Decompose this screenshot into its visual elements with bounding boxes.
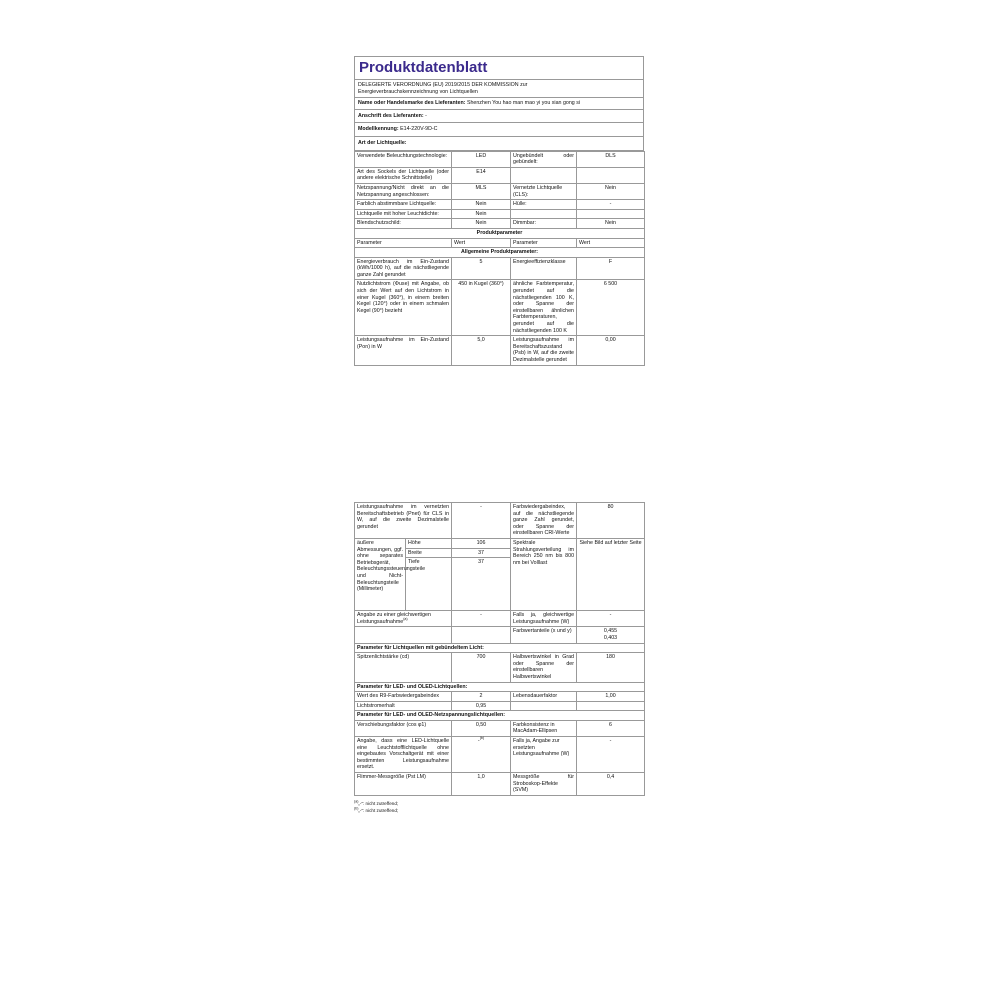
param-label: Spitzenlichtstärke (cd) [355,653,452,682]
param-label: Art des Sockels der Lichtquelle (oder andere elektrische Schnittstelle) [355,167,452,183]
table-row [355,653,645,682]
param-label: Lebensdauerfaktor [511,692,577,702]
param-value: 0,50 [452,720,511,736]
param-value: F [577,257,645,280]
chroma-y: 0,403 [603,634,618,641]
param-label: Netzspannung/Nicht direkt an die Netzspannung angeschlossen: [355,183,452,199]
column-header: Parameter [511,238,577,248]
footnote-mark: (a) [354,799,359,804]
param-value: Nein [452,209,511,219]
dimension-name: Höhe [406,538,452,548]
param-value [577,627,645,643]
param-label: Farbkonsistenz in MacAdam-Ellipsen [511,720,577,736]
param-value: 700 [452,653,511,682]
param-value: Siehe Bild auf letzter Seite [577,538,645,610]
param-value [577,701,645,711]
param-value: LED [452,151,511,167]
datasheet-page-2 [354,502,644,814]
param-value: - [577,611,645,627]
table-row [355,692,645,702]
footnote-text: „-“: nicht zutreffend; [358,800,399,806]
model-value: E14-220V-9D-C [400,126,438,133]
param-label: Energieeffizienzklasse [511,257,577,280]
footnotes [354,800,644,814]
column-header: Wert [452,238,511,248]
param-value: 0,00 [577,336,645,365]
param-value: 1,0 [452,773,511,796]
table-row [355,611,645,627]
section-heading: Parameter für Lichtquellen mit gebündeltem Licht: [355,643,645,653]
empty-cell [452,627,511,643]
table-row [355,209,645,219]
param-value: - [452,611,511,627]
footnote-text: „-“: nicht zutreffend; [358,807,399,813]
param-value: 6 [577,720,645,736]
model-label: Modellkennung: [358,126,399,133]
datasheet-page-1 [354,56,644,366]
dimension-name: Breite [406,548,452,558]
param-value: 1,00 [577,692,645,702]
param-label: Verwendete Beleuchtungstechnologie: [355,151,452,167]
table-row [355,151,645,167]
param-value: - [577,737,645,773]
section-heading: Produktparameter [355,228,645,238]
param-label: Flimmer-Messgröße (Pst LM) [355,773,452,796]
dimension-name: Tiefe [406,558,452,611]
param-label [511,209,577,219]
address-label: Anschrift des Lieferanten: [358,112,424,119]
datasheet-header [354,56,644,151]
table-row [355,720,645,736]
supplier-value: Shenzhen You hao man mao yi you xian gong si [466,100,581,107]
table-row [355,503,645,539]
param-label [355,611,452,627]
table-row [355,257,645,280]
param-value: MLS [452,183,511,199]
column-header: Parameter [355,238,452,248]
table-row [355,280,645,336]
table-row [355,701,645,711]
table-row [355,627,645,643]
model-row [355,123,643,137]
param-label: Leistungsaufnahme im Bereitschaftszustand (Psb) in W, auf die zweite Dezimalstelle gerundet [511,336,577,365]
supplier-label: Name oder Handelsmarke des Lieferanten: [358,100,466,107]
regulation-line-1: DELEGIERTE VERORDNUNG (EU) 2019/2015 DER KOMMISSION zur [358,82,528,88]
section-heading-row [355,248,645,258]
dimension-value: 106 [452,538,511,548]
column-header-row [355,238,645,248]
dimension-value: 37 [452,548,511,558]
param-label: Lichtquelle mit hoher Leuchtdichte: [355,209,452,219]
param-label: ähnliche Farbtemperatur, gerundet auf die nächstliegenden 100 K, oder Spanne der einstellbaren ähnlichen Farbtemperaturen, gerundet auf die nächstliegenden 100 K [511,280,577,336]
replacement-value: - [477,738,480,745]
param-value: 6 500 [577,280,645,336]
section-heading-row [355,711,645,721]
light-source-type-heading: Art der Lichtquelle: [355,137,643,151]
footnote [354,807,644,814]
param-value: - [452,503,511,539]
param-label: Farbwertanteile (x und y) [511,627,577,643]
param-value: Nein [577,219,645,229]
param-value [577,209,645,219]
address-row [355,110,643,124]
param-value: 180 [577,653,645,682]
footnote-mark: (b) [479,736,485,741]
param-label: Farbwiedergabeindex, auf die nächstliegende ganze Zahl gerundet, oder Spanne der einstellbaren CRI-Werte [511,503,577,539]
param-value [577,167,645,183]
section-heading-row [355,682,645,692]
param-label: Nutzlichtstrom (Φuse) mit Angabe, ob sich der Wert auf den Lichtstrom in einer Kugel (360°), in einem breiten Kegel (120°) oder in einem schmalen Kegel (90°) bezieht [355,280,452,336]
table-row [355,538,645,548]
param-label: Lichtstromerhalt [355,701,452,711]
param-value: 0,95 [452,701,511,711]
page-title: Produktdatenblatt [355,57,643,80]
footnote-mark: (b) [354,806,359,811]
param-value: 80 [577,503,645,539]
param-label: Halbwertswinkel in Grad oder Spanne der einstellbaren Halbwertswinkel [511,653,577,682]
empty-cell [355,627,452,643]
param-label: Leistungsaufnahme im Ein-Zustand (Pon) in W [355,336,452,365]
param-label [511,701,577,711]
table-row [355,167,645,183]
param-value: 450 in Kugel (360°) [452,280,511,336]
param-label: Dimmbar: [511,219,577,229]
param-label: Messgröße für Stroboskop-Effekte (SVM) [511,773,577,796]
param-value: Nein [452,219,511,229]
param-value: Nein [452,200,511,210]
param-label: Angabe, dass eine LED-Lichtquelle eine Leuchtstofflichtquelle ohne eingebautes Vorschaltgerät mit einer bestimmten Leistungsaufnahme ersetzt. [355,737,452,773]
regulation-text [355,80,643,98]
dimensions-label: äußere Abmessungen, ggf. ohne separates Betriebsgerät, Beleuchtungssteuerungsteile und Nicht-Beleuchtungsteile (Millimeter) [355,538,406,610]
param-label [511,167,577,183]
table-row [355,737,645,773]
column-header: Wert [577,238,645,248]
section-heading: Parameter für LED- und OLED-Netzspannungslichtquellen: [355,711,645,721]
table-row [355,336,645,365]
param-value: 5 [452,257,511,280]
table-row [355,219,645,229]
table-row [355,200,645,210]
light-source-table [354,151,645,366]
param-label: Verschiebungsfaktor (cos φ1) [355,720,452,736]
footnote-mark: (a) [403,616,408,621]
param-label: Spektrale Strahlungsverteilung im Bereich 250 nm bis 800 nm bei Volllast [511,538,577,610]
section-heading: Parameter für LED- und OLED-Lichtquellen: [355,682,645,692]
footnote [354,800,644,807]
param-value: 2 [452,692,511,702]
param-label: Leistungsaufnahme im vernetzten Bereitschaftsbetrieb (Pnet) für CLS in W, auf die zweite Dezimalstelle gerundet [355,503,452,539]
param-label: Blendschutzschild: [355,219,452,229]
chroma-x: 0,455 [603,628,618,635]
section-heading: Allgemeine Produktparameter: [355,248,645,258]
param-label: Wert des R9-Farbwiedergabeindex [355,692,452,702]
dimension-value: 37 [452,558,511,611]
param-value: 5,0 [452,336,511,365]
param-label: Farblich abstimmbare Lichtquelle: [355,200,452,210]
table-row [355,183,645,199]
param-value: 0,4 [577,773,645,796]
address-value: - [425,112,427,119]
param-value: DLS [577,151,645,167]
param-value: Nein [577,183,645,199]
param-label: Energieverbrauch im Ein-Zustand (kWh/1000 h), auf die nächstliegende ganze Zahl gerundet [355,257,452,280]
section-heading-row [355,643,645,653]
supplier-row [355,98,643,110]
param-label: Falls ja, Angabe zur ersetzten Leistungsaufnahme (W) [511,737,577,773]
regulation-line-2: Energieverbrauchskennzeichnung von Lichtquellen [358,88,478,95]
param-label: Falls ja, gleichwertige Leistungsaufnahme (W) [511,611,577,627]
parameter-table-continued [354,502,645,796]
param-label: Hülle: [511,200,577,210]
param-label: Ungebündelt oder gebündelt: [511,151,577,167]
param-value: E14 [452,167,511,183]
table-row [355,773,645,796]
param-value: - [577,200,645,210]
equivalent-power-label: Angabe zu einer gleichwertigen Leistungsaufnahme [357,612,431,625]
section-heading-row [355,228,645,238]
param-value [452,737,511,773]
param-label: Vernetzte Lichtquelle (CLS): [511,183,577,199]
